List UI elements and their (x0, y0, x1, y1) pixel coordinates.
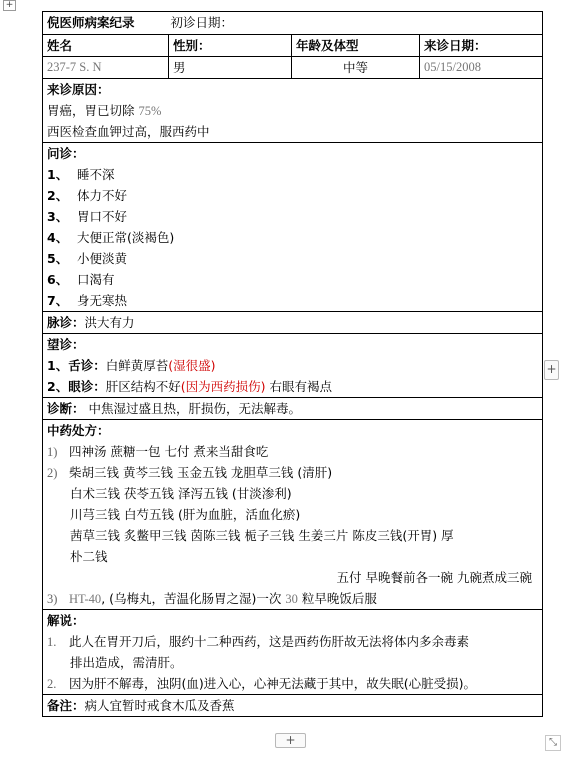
reason-section (43, 79, 542, 143)
inquiry-item: 6、 口渴有 (47, 272, 115, 287)
reason-line-1 (43, 100, 542, 121)
explanation-item-1-line: 排出造成，需清肝。 (70, 655, 183, 670)
prescription-item-2-line: 白术三钱 茯苓五钱 泽泻五钱 (甘淡渗利) (70, 486, 292, 501)
explanation-item-1: 1. 此人在胃开刀后，服约十二种西药，这是西药伤肝故无法将体内多余毒素 (47, 634, 470, 649)
age-build-header: 年龄及体型 (292, 35, 420, 56)
prescription-item-3: 3) HT-40, (乌梅丸，苦温化肠胃之湿)一次 30 粒早晚饭后服 (47, 591, 377, 606)
patient-gender: 男 (169, 57, 292, 78)
patient-visit-date: 05/15/2008 (424, 60, 481, 74)
prescription-item-2: 2) 柴胡三钱 黄芩三钱 玉金五钱 龙胆草三钱 (清肝) (47, 465, 333, 480)
visit-date-header: 来诊日期： (424, 38, 487, 53)
reason-percent: 75% (138, 104, 162, 118)
inquiry-item: 3、 胃口不好 (47, 209, 128, 224)
reason-line-2: 西医检查血钾过高，服西药中 (47, 124, 210, 139)
doc-title: 倪医师病案纪录 (47, 15, 135, 30)
add-row-button[interactable]: + (275, 733, 306, 748)
pulse-section (43, 312, 542, 334)
inquiry-label: 问诊： (47, 146, 85, 161)
prescription-item-2-line: 朴二钱 (70, 549, 108, 564)
notes-label: 备注： (47, 698, 85, 713)
patient-build: 中等 (292, 57, 420, 78)
patient-name: 237-7 S. N (43, 57, 169, 78)
add-column-button[interactable]: + (544, 360, 559, 380)
prescription-label: 中药处方： (47, 423, 110, 438)
header-row (43, 35, 542, 57)
reason-text: 胃癌，胃已切除 (47, 103, 139, 118)
inquiry-item: 5、 小便淡黄 (47, 251, 128, 266)
gender-header: 性别： (169, 35, 292, 56)
eye-line: 2、眼诊：肝区结构不好(因为西药损伤) 右眼有褐点 (47, 379, 332, 394)
prescription-dosage: 五付 早晚餐前各一碗 九碗煮成三碗 (336, 570, 532, 585)
eye-note: (因为西药损伤) (180, 379, 266, 394)
prescription-item-2-line: 茜草三钱 炙鳖甲三钱 茵陈三钱 栀子三钱 生姜三片 陈皮三钱(开胃) 厚 (70, 528, 454, 543)
notes-section (43, 695, 542, 716)
table-resize-handle[interactable]: ⤡ (545, 735, 561, 751)
inquiry-item: 4、 大便正常(淡褐色) (47, 230, 175, 245)
table-move-handle[interactable]: + (3, 0, 16, 11)
diagnosis-text: 中焦湿过盛且热，肝损伤，无法解毒。 (88, 401, 302, 416)
inquiry-item: 1、 睡不深 (47, 167, 115, 182)
name-header: 姓名 (43, 35, 169, 56)
title-row (43, 12, 542, 35)
inquiry-item: 2、 体力不好 (47, 188, 128, 203)
prescription-item-2-line: 川芎三钱 白芍五钱 (肝为血脏，活血化瘀) (70, 507, 301, 522)
pulse-label: 脉诊： (47, 315, 85, 330)
patient-row (43, 57, 542, 79)
prescription-section (43, 420, 542, 610)
observation-label: 望诊： (47, 337, 85, 352)
notes-text: 病人宜暂时戒食木瓜及香蕉 (84, 698, 235, 713)
inquiry-item: 7、 身无寒热 (47, 293, 128, 308)
explanation-label: 解说： (47, 613, 85, 628)
prescription-item-1: 1) 四神汤 蔗糖一包 七付 煮来当甜食吃 (47, 444, 269, 459)
tongue-line: 1、舌诊：白鲜黄厚苔(湿很盛) (47, 358, 216, 373)
explanation-section (43, 610, 542, 695)
diagnosis-section (43, 398, 542, 420)
reason-label: 来诊原因： (47, 82, 110, 97)
observation-section (43, 334, 542, 398)
pulse-text: 洪大有力 (84, 315, 135, 330)
explanation-item-2: 2. 因为肝不解毒，浊阴(血)进入心，心神无法藏于其中，故失眠(心脏受损)。 (47, 676, 477, 691)
tongue-note: (湿很盛) (168, 358, 216, 373)
case-record-table (42, 11, 543, 717)
diagnosis-label: 诊断： (47, 401, 85, 416)
inquiry-section (43, 143, 542, 312)
first-visit-label: 初诊日期： (170, 15, 234, 30)
